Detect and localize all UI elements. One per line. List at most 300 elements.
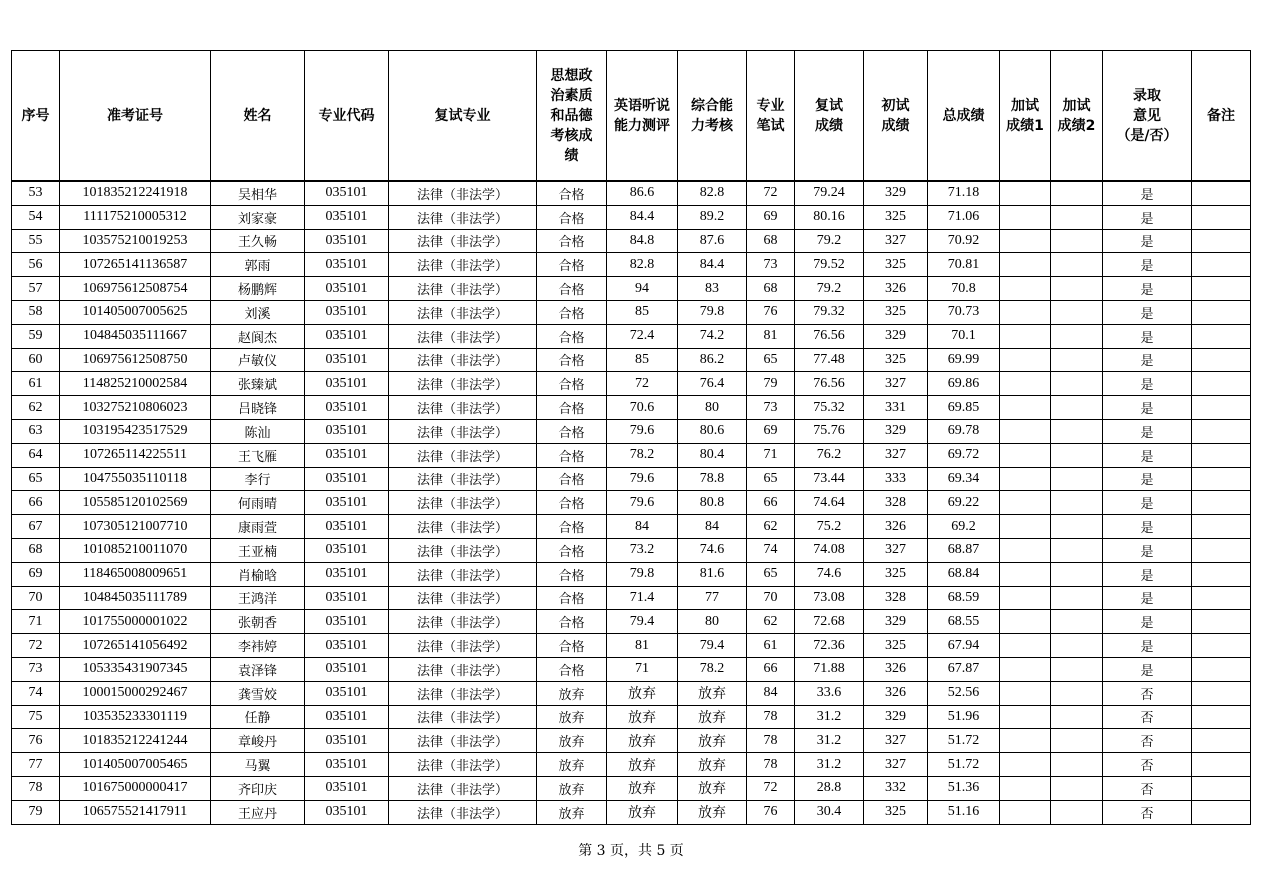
- ability-cell: 放弃: [678, 776, 747, 800]
- table-row: [12, 729, 1251, 753]
- table-row: [12, 396, 1251, 420]
- total-cell: 70.81: [928, 253, 1000, 277]
- name-cell: 吴相华: [211, 181, 305, 205]
- bonus1-cell: [1000, 277, 1051, 301]
- ability-cell: 74.6: [678, 538, 747, 562]
- initial-cell: 327: [864, 443, 928, 467]
- table-row: [12, 205, 1251, 229]
- seq-cell: 63: [12, 419, 60, 443]
- header-ability: 综合能 力考核: [678, 51, 747, 182]
- retest-cell: 76.56: [795, 372, 864, 396]
- political-cell: 合格: [537, 491, 607, 515]
- table-row: [12, 229, 1251, 253]
- name-cell: 马翼: [211, 753, 305, 777]
- major-code-cell: 035101: [305, 253, 389, 277]
- major-code-cell: 035101: [305, 372, 389, 396]
- political-cell: 放弃: [537, 705, 607, 729]
- remark-cell: [1192, 634, 1251, 658]
- english-cell: 放弃: [607, 776, 678, 800]
- total-cell: 68.55: [928, 610, 1000, 634]
- exam-id-cell: 103575210019253: [60, 229, 211, 253]
- written-cell: 81: [747, 324, 795, 348]
- retest-cell: 73.08: [795, 586, 864, 610]
- major-code-cell: 035101: [305, 277, 389, 301]
- exam-id-cell: 111175210005312: [60, 205, 211, 229]
- bonus1-cell: [1000, 705, 1051, 729]
- initial-cell: 333: [864, 467, 928, 491]
- bonus2-cell: [1051, 515, 1103, 539]
- political-cell: 合格: [537, 515, 607, 539]
- table-row: [12, 348, 1251, 372]
- retest-cell: 79.32: [795, 300, 864, 324]
- written-cell: 78: [747, 753, 795, 777]
- written-cell: 72: [747, 776, 795, 800]
- written-cell: 76: [747, 300, 795, 324]
- major-code-cell: 035101: [305, 348, 389, 372]
- major-code-cell: 035101: [305, 205, 389, 229]
- english-cell: 84.8: [607, 229, 678, 253]
- english-cell: 70.6: [607, 396, 678, 420]
- written-cell: 65: [747, 562, 795, 586]
- ability-cell: 89.2: [678, 205, 747, 229]
- initial-cell: 325: [864, 205, 928, 229]
- remark-cell: [1192, 419, 1251, 443]
- initial-cell: 327: [864, 372, 928, 396]
- header-row: [12, 51, 1251, 182]
- exam-id-cell: 107265114225511: [60, 443, 211, 467]
- bonus1-cell: [1000, 467, 1051, 491]
- seq-cell: 65: [12, 467, 60, 491]
- admit-cell: 是: [1103, 562, 1192, 586]
- english-cell: 79.4: [607, 610, 678, 634]
- initial-cell: 328: [864, 586, 928, 610]
- remark-cell: [1192, 443, 1251, 467]
- major-code-cell: 035101: [305, 729, 389, 753]
- bonus2-cell: [1051, 324, 1103, 348]
- major-cell: 法律（非法学）: [389, 705, 537, 729]
- initial-cell: 329: [864, 181, 928, 205]
- retest-cell: 72.68: [795, 610, 864, 634]
- political-cell: 放弃: [537, 776, 607, 800]
- retest-cell: 79.52: [795, 253, 864, 277]
- political-cell: 放弃: [537, 729, 607, 753]
- bonus1-cell: [1000, 681, 1051, 705]
- admit-cell: 是: [1103, 324, 1192, 348]
- major-cell: 法律（非法学）: [389, 419, 537, 443]
- ability-cell: 80.6: [678, 419, 747, 443]
- header-remark: 备注: [1192, 51, 1251, 182]
- initial-cell: 329: [864, 324, 928, 348]
- table-row: [12, 515, 1251, 539]
- name-cell: 王应丹: [211, 800, 305, 824]
- exam-id-cell: 106575521417911: [60, 800, 211, 824]
- english-cell: 放弃: [607, 729, 678, 753]
- total-cell: 70.73: [928, 300, 1000, 324]
- total-cell: 51.16: [928, 800, 1000, 824]
- initial-cell: 325: [864, 800, 928, 824]
- political-cell: 合格: [537, 348, 607, 372]
- table-row: [12, 300, 1251, 324]
- admit-cell: 是: [1103, 467, 1192, 491]
- retest-cell: 28.8: [795, 776, 864, 800]
- remark-cell: [1192, 657, 1251, 681]
- name-cell: 龚雪姣: [211, 681, 305, 705]
- retest-cell: 79.2: [795, 229, 864, 253]
- initial-cell: 327: [864, 538, 928, 562]
- bonus1-cell: [1000, 443, 1051, 467]
- table-row: [12, 776, 1251, 800]
- major-cell: 法律（非法学）: [389, 443, 537, 467]
- remark-cell: [1192, 491, 1251, 515]
- retest-cell: 75.2: [795, 515, 864, 539]
- written-cell: 66: [747, 657, 795, 681]
- retest-cell: 74.6: [795, 562, 864, 586]
- seq-cell: 53: [12, 181, 60, 205]
- major-cell: 法律（非法学）: [389, 300, 537, 324]
- total-cell: 51.72: [928, 753, 1000, 777]
- english-cell: 73.2: [607, 538, 678, 562]
- ability-cell: 放弃: [678, 753, 747, 777]
- initial-cell: 332: [864, 776, 928, 800]
- remark-cell: [1192, 800, 1251, 824]
- major-cell: 法律（非法学）: [389, 348, 537, 372]
- remark-cell: [1192, 277, 1251, 301]
- total-cell: 67.94: [928, 634, 1000, 658]
- ability-cell: 78.2: [678, 657, 747, 681]
- name-cell: 王鸿洋: [211, 586, 305, 610]
- header-bonus2: 加试 成绩2: [1051, 51, 1103, 182]
- political-cell: 合格: [537, 657, 607, 681]
- total-cell: 69.72: [928, 443, 1000, 467]
- english-cell: 85: [607, 348, 678, 372]
- major-cell: 法律（非法学）: [389, 586, 537, 610]
- name-cell: 何雨晴: [211, 491, 305, 515]
- written-cell: 62: [747, 610, 795, 634]
- header-exam-id: 准考证号: [60, 51, 211, 182]
- english-cell: 86.6: [607, 181, 678, 205]
- table-row: [12, 610, 1251, 634]
- bonus2-cell: [1051, 681, 1103, 705]
- table-row: [12, 419, 1251, 443]
- name-cell: 王久畅: [211, 229, 305, 253]
- admit-cell: 是: [1103, 300, 1192, 324]
- seq-cell: 61: [12, 372, 60, 396]
- exam-id-cell: 105335431907345: [60, 657, 211, 681]
- english-cell: 放弃: [607, 753, 678, 777]
- seq-cell: 69: [12, 562, 60, 586]
- english-cell: 94: [607, 277, 678, 301]
- major-cell: 法律（非法学）: [389, 229, 537, 253]
- major-cell: 法律（非法学）: [389, 253, 537, 277]
- major-cell: 法律（非法学）: [389, 657, 537, 681]
- bonus2-cell: [1051, 776, 1103, 800]
- remark-cell: [1192, 729, 1251, 753]
- major-code-cell: 035101: [305, 515, 389, 539]
- written-cell: 65: [747, 467, 795, 491]
- admit-cell: 是: [1103, 253, 1192, 277]
- political-cell: 合格: [537, 586, 607, 610]
- initial-cell: 331: [864, 396, 928, 420]
- exam-id-cell: 101675000000417: [60, 776, 211, 800]
- initial-cell: 325: [864, 634, 928, 658]
- ability-cell: 83: [678, 277, 747, 301]
- ability-cell: 80: [678, 396, 747, 420]
- table-row: [12, 586, 1251, 610]
- initial-cell: 325: [864, 300, 928, 324]
- seq-cell: 71: [12, 610, 60, 634]
- initial-cell: 326: [864, 657, 928, 681]
- written-cell: 78: [747, 705, 795, 729]
- major-cell: 法律（非法学）: [389, 491, 537, 515]
- initial-cell: 325: [864, 562, 928, 586]
- retest-cell: 31.2: [795, 753, 864, 777]
- ability-cell: 79.4: [678, 634, 747, 658]
- seq-cell: 79: [12, 800, 60, 824]
- remark-cell: [1192, 229, 1251, 253]
- english-cell: 71.4: [607, 586, 678, 610]
- major-code-cell: 035101: [305, 657, 389, 681]
- major-code-cell: 035101: [305, 681, 389, 705]
- initial-cell: 326: [864, 515, 928, 539]
- initial-cell: 326: [864, 277, 928, 301]
- table-row: [12, 181, 1251, 205]
- header-major-code: 专业代码: [305, 51, 389, 182]
- bonus2-cell: [1051, 753, 1103, 777]
- exam-id-cell: 104845035111667: [60, 324, 211, 348]
- political-cell: 放弃: [537, 800, 607, 824]
- major-cell: 法律（非法学）: [389, 800, 537, 824]
- initial-cell: 325: [864, 348, 928, 372]
- table-row: [12, 800, 1251, 824]
- retest-cell: 74.64: [795, 491, 864, 515]
- remark-cell: [1192, 538, 1251, 562]
- bonus2-cell: [1051, 538, 1103, 562]
- seq-cell: 55: [12, 229, 60, 253]
- total-cell: 70.1: [928, 324, 1000, 348]
- exam-id-cell: 107305121007710: [60, 515, 211, 539]
- english-cell: 84: [607, 515, 678, 539]
- name-cell: 刘溪: [211, 300, 305, 324]
- remark-cell: [1192, 610, 1251, 634]
- table-row: [12, 324, 1251, 348]
- bonus2-cell: [1051, 419, 1103, 443]
- seq-cell: 67: [12, 515, 60, 539]
- exam-id-cell: 118465008009651: [60, 562, 211, 586]
- seq-cell: 56: [12, 253, 60, 277]
- major-cell: 法律（非法学）: [389, 277, 537, 301]
- initial-cell: 329: [864, 610, 928, 634]
- bonus2-cell: [1051, 396, 1103, 420]
- header-name: 姓名: [211, 51, 305, 182]
- bonus2-cell: [1051, 253, 1103, 277]
- retest-cell: 75.32: [795, 396, 864, 420]
- major-cell: 法律（非法学）: [389, 515, 537, 539]
- political-cell: 合格: [537, 467, 607, 491]
- admit-cell: 是: [1103, 181, 1192, 205]
- bonus2-cell: [1051, 634, 1103, 658]
- table-row: [12, 253, 1251, 277]
- ability-cell: 82.8: [678, 181, 747, 205]
- bonus1-cell: [1000, 396, 1051, 420]
- total-cell: 68.84: [928, 562, 1000, 586]
- total-cell: 69.78: [928, 419, 1000, 443]
- admit-cell: 是: [1103, 419, 1192, 443]
- written-cell: 66: [747, 491, 795, 515]
- english-cell: 82.8: [607, 253, 678, 277]
- political-cell: 放弃: [537, 681, 607, 705]
- ability-cell: 79.8: [678, 300, 747, 324]
- bonus1-cell: [1000, 300, 1051, 324]
- major-code-cell: 035101: [305, 776, 389, 800]
- bonus1-cell: [1000, 800, 1051, 824]
- name-cell: 袁泽锋: [211, 657, 305, 681]
- written-cell: 84: [747, 681, 795, 705]
- written-cell: 78: [747, 729, 795, 753]
- bonus2-cell: [1051, 467, 1103, 491]
- bonus1-cell: [1000, 491, 1051, 515]
- total-cell: 69.99: [928, 348, 1000, 372]
- seq-cell: 68: [12, 538, 60, 562]
- remark-cell: [1192, 705, 1251, 729]
- admit-cell: 是: [1103, 515, 1192, 539]
- exam-id-cell: 101755000001022: [60, 610, 211, 634]
- exam-id-cell: 107265141056492: [60, 634, 211, 658]
- major-cell: 法律（非法学）: [389, 681, 537, 705]
- bonus1-cell: [1000, 348, 1051, 372]
- ability-cell: 84.4: [678, 253, 747, 277]
- name-cell: 刘家豪: [211, 205, 305, 229]
- table-row: [12, 372, 1251, 396]
- seq-cell: 60: [12, 348, 60, 372]
- bonus2-cell: [1051, 348, 1103, 372]
- written-cell: 74: [747, 538, 795, 562]
- ability-cell: 放弃: [678, 729, 747, 753]
- bonus1-cell: [1000, 610, 1051, 634]
- bonus2-cell: [1051, 229, 1103, 253]
- retest-cell: 76.56: [795, 324, 864, 348]
- english-cell: 81: [607, 634, 678, 658]
- written-cell: 79: [747, 372, 795, 396]
- table-row: [12, 681, 1251, 705]
- major-cell: 法律（非法学）: [389, 181, 537, 205]
- exam-id-cell: 100015000292467: [60, 681, 211, 705]
- bonus1-cell: [1000, 205, 1051, 229]
- header-political: 思想政 治素质 和品德 考核成 绩: [537, 51, 607, 182]
- ability-cell: 80: [678, 610, 747, 634]
- written-cell: 69: [747, 419, 795, 443]
- political-cell: 合格: [537, 419, 607, 443]
- retest-cell: 71.88: [795, 657, 864, 681]
- ability-cell: 87.6: [678, 229, 747, 253]
- english-cell: 79.6: [607, 419, 678, 443]
- table-row: [12, 491, 1251, 515]
- bonus2-cell: [1051, 562, 1103, 586]
- major-cell: 法律（非法学）: [389, 634, 537, 658]
- remark-cell: [1192, 372, 1251, 396]
- english-cell: 79.8: [607, 562, 678, 586]
- english-cell: 71: [607, 657, 678, 681]
- total-cell: 51.36: [928, 776, 1000, 800]
- retest-cell: 74.08: [795, 538, 864, 562]
- bonus2-cell: [1051, 277, 1103, 301]
- name-cell: 任静: [211, 705, 305, 729]
- exam-id-cell: 101405007005625: [60, 300, 211, 324]
- major-cell: 法律（非法学）: [389, 467, 537, 491]
- admit-cell: 是: [1103, 443, 1192, 467]
- header-initial: 初试 成绩: [864, 51, 928, 182]
- political-cell: 合格: [537, 562, 607, 586]
- table-row: [12, 467, 1251, 491]
- remark-cell: [1192, 324, 1251, 348]
- initial-cell: 327: [864, 753, 928, 777]
- remark-cell: [1192, 753, 1251, 777]
- name-cell: 王亚楠: [211, 538, 305, 562]
- header-major: 复试专业: [389, 51, 537, 182]
- written-cell: 62: [747, 515, 795, 539]
- bonus2-cell: [1051, 181, 1103, 205]
- total-cell: 69.34: [928, 467, 1000, 491]
- total-cell: 51.72: [928, 729, 1000, 753]
- english-cell: 72: [607, 372, 678, 396]
- ability-cell: 74.2: [678, 324, 747, 348]
- exam-id-cell: 103275210806023: [60, 396, 211, 420]
- bonus1-cell: [1000, 229, 1051, 253]
- header-written: 专业 笔试: [747, 51, 795, 182]
- major-code-cell: 035101: [305, 800, 389, 824]
- ability-cell: 86.2: [678, 348, 747, 372]
- major-code-cell: 035101: [305, 538, 389, 562]
- exam-id-cell: 103535233301119: [60, 705, 211, 729]
- name-cell: 郭雨: [211, 253, 305, 277]
- bonus1-cell: [1000, 538, 1051, 562]
- seq-cell: 74: [12, 681, 60, 705]
- bonus2-cell: [1051, 586, 1103, 610]
- table-row: [12, 277, 1251, 301]
- english-cell: 放弃: [607, 681, 678, 705]
- admit-cell: 是: [1103, 229, 1192, 253]
- bonus1-cell: [1000, 776, 1051, 800]
- table-row: [12, 443, 1251, 467]
- written-cell: 69: [747, 205, 795, 229]
- ability-cell: 81.6: [678, 562, 747, 586]
- major-cell: 法律（非法学）: [389, 205, 537, 229]
- name-cell: 赵阆杰: [211, 324, 305, 348]
- remark-cell: [1192, 396, 1251, 420]
- bonus1-cell: [1000, 324, 1051, 348]
- major-code-cell: 035101: [305, 705, 389, 729]
- seq-cell: 58: [12, 300, 60, 324]
- retest-cell: 79.24: [795, 181, 864, 205]
- ability-cell: 78.8: [678, 467, 747, 491]
- admit-cell: 否: [1103, 705, 1192, 729]
- bonus1-cell: [1000, 515, 1051, 539]
- major-code-cell: 035101: [305, 467, 389, 491]
- name-cell: 吕晓锋: [211, 396, 305, 420]
- english-cell: 85: [607, 300, 678, 324]
- bonus1-cell: [1000, 372, 1051, 396]
- english-cell: 78.2: [607, 443, 678, 467]
- major-cell: 法律（非法学）: [389, 324, 537, 348]
- total-cell: 70.92: [928, 229, 1000, 253]
- admit-cell: 是: [1103, 372, 1192, 396]
- exam-id-cell: 104845035111789: [60, 586, 211, 610]
- initial-cell: 328: [864, 491, 928, 515]
- remark-cell: [1192, 681, 1251, 705]
- total-cell: 68.59: [928, 586, 1000, 610]
- ability-cell: 放弃: [678, 800, 747, 824]
- ability-cell: 80.4: [678, 443, 747, 467]
- written-cell: 76: [747, 800, 795, 824]
